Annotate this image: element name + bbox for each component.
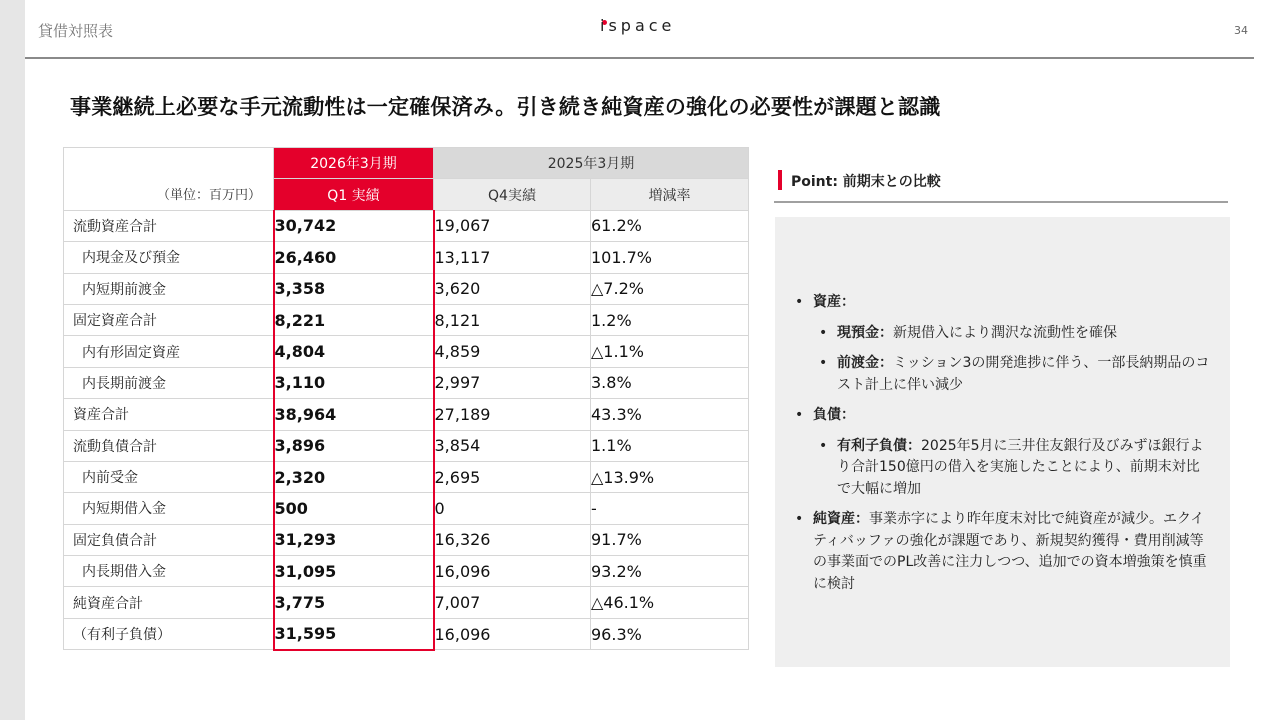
row-label: 内短期前渡金 bbox=[64, 273, 274, 304]
change-rate: 1.2% bbox=[591, 304, 749, 335]
bullet-head: 純資産： bbox=[813, 511, 869, 527]
table-row bbox=[64, 273, 749, 304]
ispace-logo: ispace bbox=[600, 16, 676, 35]
q1-value: 3,896 bbox=[274, 430, 434, 461]
q4-value: 27,189 bbox=[434, 399, 591, 430]
table-header-row-1 bbox=[64, 148, 749, 179]
table-row bbox=[64, 210, 749, 241]
prior-period-header: 2025年3月期 bbox=[434, 148, 749, 179]
bullet-head: 現預金： bbox=[837, 324, 893, 341]
q4-value: 3,620 bbox=[434, 273, 591, 304]
q4-value: 4,859 bbox=[434, 336, 591, 367]
row-label: 内短期借入金 bbox=[64, 493, 274, 524]
change-rate: 1.1% bbox=[591, 430, 749, 461]
q1-value: 8,221 bbox=[274, 304, 434, 335]
change-rate: 61.2% bbox=[591, 210, 749, 241]
q4-value: 3,854 bbox=[434, 430, 591, 461]
q4-value: 16,096 bbox=[434, 618, 591, 649]
current-period-header: 2026年3月期 bbox=[274, 148, 434, 179]
q1-value: 31,595 bbox=[274, 618, 434, 649]
table-row bbox=[64, 618, 749, 649]
q4-value: 13,117 bbox=[434, 242, 591, 273]
change-rate: △7.2% bbox=[591, 273, 749, 304]
q1-value: 2,320 bbox=[274, 461, 434, 492]
change-rate: - bbox=[591, 493, 749, 524]
unit-cell bbox=[64, 148, 274, 211]
row-label: 内前受金 bbox=[64, 461, 274, 492]
row-label: 固定資産合計 bbox=[64, 304, 274, 335]
change-rate: 3.8% bbox=[591, 367, 749, 398]
q4-value: 2,695 bbox=[434, 461, 591, 492]
q1-value: 4,804 bbox=[274, 336, 434, 367]
row-label: 資産合計 bbox=[64, 399, 274, 430]
table-row bbox=[64, 587, 749, 618]
bullet-liabilities bbox=[793, 405, 1213, 427]
table-row bbox=[64, 367, 749, 398]
q1-value: 30,742 bbox=[274, 210, 434, 241]
change-rate: 96.3% bbox=[591, 618, 749, 649]
row-label: 純資産合計 bbox=[64, 587, 274, 618]
table-row bbox=[64, 493, 749, 524]
header-divider bbox=[25, 57, 1254, 59]
bullet-advances bbox=[817, 353, 1213, 396]
q4-value: 19,067 bbox=[434, 210, 591, 241]
point-bullet-list bbox=[793, 292, 1213, 604]
table-row bbox=[64, 556, 749, 587]
bullet-text: 2025年5月に三井住友銀行及びみずほ銀行より合計150億円の借入を実施したことにより、前期末対比で大幅に増加 bbox=[837, 437, 1204, 497]
balance-sheet-table bbox=[63, 147, 749, 651]
q1-column-header: Q1 実績 bbox=[274, 179, 434, 210]
row-label: 内有形固定資産 bbox=[64, 336, 274, 367]
table-row bbox=[64, 336, 749, 367]
row-label: 内長期借入金 bbox=[64, 556, 274, 587]
bullet-head: 前渡金： bbox=[837, 355, 893, 371]
q1-value: 3,775 bbox=[274, 587, 434, 618]
q4-value: 0 bbox=[434, 493, 591, 524]
table-row bbox=[64, 430, 749, 461]
bullet-head: 負債： bbox=[813, 407, 855, 423]
unit-label: （単位：百万円） bbox=[156, 188, 261, 204]
q1-value: 31,095 bbox=[274, 556, 434, 587]
change-rate-column-header: 増減率 bbox=[591, 179, 749, 210]
q4-value: 7,007 bbox=[434, 587, 591, 618]
row-label: 流動資産合計 bbox=[64, 210, 274, 241]
page-headline: 事業継続上必要な手元流動性は一定確保済み。引き続き純資産の強化の必要性が課題と認識 bbox=[70, 95, 941, 119]
change-rate: △46.1% bbox=[591, 587, 749, 618]
q4-value: 2,997 bbox=[434, 367, 591, 398]
bullet-interest-bearing-debt bbox=[817, 436, 1213, 501]
table-row bbox=[64, 242, 749, 273]
point-accent-bar bbox=[778, 170, 782, 190]
row-label: 固定負債合計 bbox=[64, 524, 274, 555]
table-row bbox=[64, 461, 749, 492]
q1-value: 38,964 bbox=[274, 399, 434, 430]
q1-value: 26,460 bbox=[274, 242, 434, 273]
change-rate: 93.2% bbox=[591, 556, 749, 587]
table-row bbox=[64, 304, 749, 335]
change-rate: 91.7% bbox=[591, 524, 749, 555]
table-row bbox=[64, 399, 749, 430]
bullet-text: 事業赤字により昨年度末対比で純資産が減少。エクイティバッファの強化が課題であり、新規契約獲得・費用削減等の事業面でのPL改善に注力しつつ、追加での資本増強策を慎重に検討 bbox=[813, 511, 1207, 592]
row-label: 内長期前渡金 bbox=[64, 367, 274, 398]
point-divider bbox=[774, 201, 1228, 203]
q4-value: 16,096 bbox=[434, 556, 591, 587]
change-rate: 43.3% bbox=[591, 399, 749, 430]
bullet-text: ミッション3の開発進捗に伴う、一部長納期品のコスト計上に伴い減少 bbox=[837, 355, 1210, 393]
q4-value: 16,326 bbox=[434, 524, 591, 555]
bullet-head: 有利子負債： bbox=[837, 437, 921, 454]
point-title: Point: 前期末との比較 bbox=[791, 174, 941, 190]
q4-value: 8,121 bbox=[434, 304, 591, 335]
q4-column-header: Q4実績 bbox=[434, 179, 591, 210]
bullet-net-assets bbox=[793, 509, 1213, 595]
left-edge-strip bbox=[0, 0, 25, 720]
table-row bbox=[64, 524, 749, 555]
q1-value: 3,358 bbox=[274, 273, 434, 304]
row-label: （有利子負債） bbox=[64, 618, 274, 649]
page-number: 34 bbox=[1234, 24, 1248, 37]
change-rate: 101.7% bbox=[591, 242, 749, 273]
bullet-cash bbox=[817, 323, 1213, 345]
q1-value: 500 bbox=[274, 493, 434, 524]
row-label: 内現金及び預金 bbox=[64, 242, 274, 273]
bullet-text: 新規借入により潤沢な流動性を確保 bbox=[893, 324, 1117, 341]
bullet-head: 資産： bbox=[813, 294, 855, 310]
bullet-assets bbox=[793, 292, 1213, 314]
change-rate: △13.9% bbox=[591, 461, 749, 492]
row-label: 流動負債合計 bbox=[64, 430, 274, 461]
section-label: 貸借対照表 bbox=[38, 22, 114, 40]
change-rate: △1.1% bbox=[591, 336, 749, 367]
q1-value: 31,293 bbox=[274, 524, 434, 555]
q1-value: 3,110 bbox=[274, 367, 434, 398]
